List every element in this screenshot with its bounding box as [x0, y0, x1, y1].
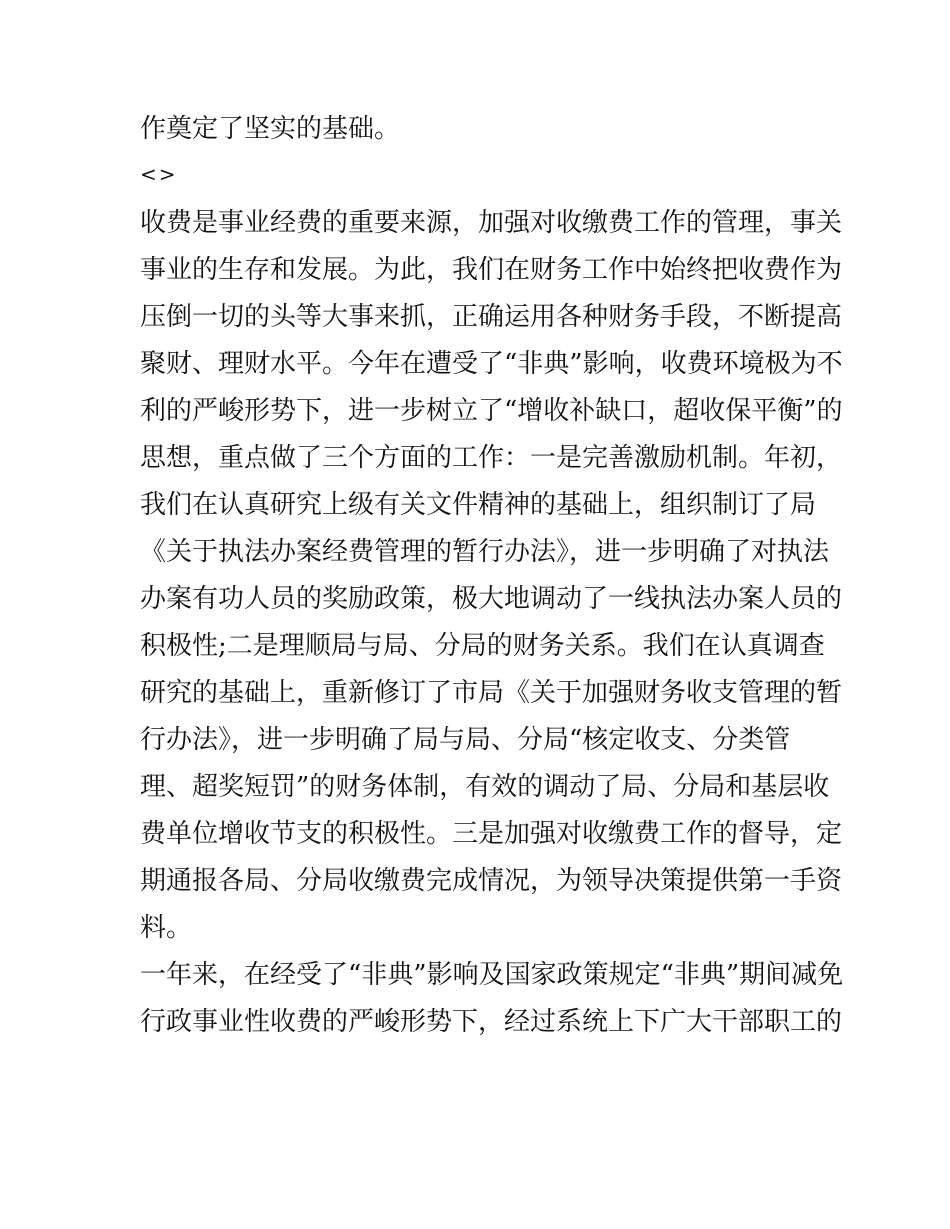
text-line: 行办法》，进一步明确了局与局、分局“核定收支、分类管 [140, 725, 791, 755]
text-line: 利的严峻形势下，进一步树立了“增收补缺口，超收保平衡”的 [140, 396, 843, 426]
text-line: 研究的基础上，重新修订了市局《关于加强财务收支管理的暂 [140, 678, 843, 708]
text-line: 办案有功人员的奖励政策，极大地调动了一线执法办案人员的 [140, 584, 843, 614]
text-line: 聚财、理财水平。今年在遭受了“非典”影响，收费环境极为不 [140, 349, 843, 379]
text-line: 期通报各局、分局收缴费完成情况，为领导决策提供第一手资 [140, 866, 843, 896]
text-line: 费单位增收节支的积极性。三是加强对收缴费工作的督导，定 [140, 819, 843, 849]
text-line: 思想，重点做了三个方面的工作：一是完善激励机制。年初， [140, 443, 843, 473]
text-line: 压倒一切的头等大事来抓，正确运用各种财务手段，不断提高 [140, 302, 843, 332]
text-line: 积极性;二是理顺局与局、分局的财务关系。我们在认真调查 [140, 631, 825, 661]
text-line: 一年来，在经受了“非典”影响及国家政策规定“非典”期间减免 [140, 960, 844, 990]
text-line: 《关于执法办案经费管理的暂行办法》，进一步明确了对执法 [140, 537, 830, 567]
text-line: 料。 [140, 913, 193, 943]
text-line: 收费是事业经费的重要来源，加强对收缴费工作的管理，事关 [140, 208, 843, 238]
text-line: 行政事业性收费的严峻形势下，经过系统上下广大干部职工的 [140, 1007, 843, 1037]
text-line: 理、超奖短罚”的财务体制，有效的调动了局、分局和基层收 [140, 772, 830, 802]
section-marker: <> [140, 162, 178, 186]
text-line: 我们在认真研究上级有关文件精神的基础上，组织制订了局 [140, 490, 817, 520]
text-line: 作奠定了坚实的基础。 [140, 114, 401, 144]
text-line: 事业的生存和发展。为此，我们在财务工作中始终把收费作为 [140, 255, 843, 285]
